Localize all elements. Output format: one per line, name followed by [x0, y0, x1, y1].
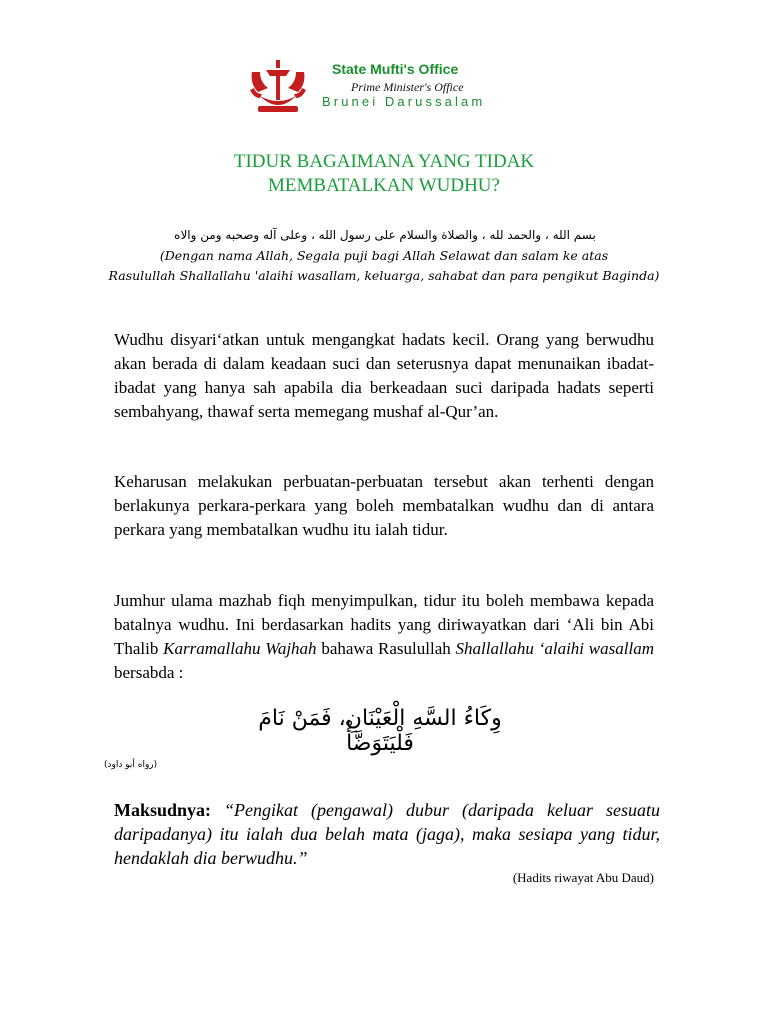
paragraph-3-text-e: bersabda : — [114, 663, 184, 682]
hadith-arabic: وِكَاءُ السَّهِ الْعَيْنَانِ، فَمَنْ نَامَ فَلْيَتَوَضَّأْ — [258, 706, 502, 756]
paragraph-3-text-a: Jumhur ulama mazhab fiqh menyimpulkan, tidur itu boleh membawa kepada batalnya wudhu. Ini berdasarkan hadits yang diriwayatkan dari ‘Ali bin Abi Thalib — [114, 591, 654, 658]
paragraph-1: Wudhu disyari‘atkan untuk mengangkat hadats kecil. Orang yang berwudhu akan berada di dalam keadaan suci dan seterusnya dapat menunaikan ibadat-ibadat yang hanya sah apabila dia berkeadaan suci daripada hadats seperti sembahyang, thawaf serta memegang mushaf al-Qur’an. — [114, 330, 654, 421]
document-title — [0, 150, 768, 198]
title-line-1: TIDUR BAGAIMANA YANG TIDAK — [233, 151, 535, 172]
office-country: Brunei Darussalam — [322, 94, 486, 109]
office-subtitle: Prime Minister's Office — [351, 80, 464, 94]
shallallahu-phrase: Shallallahu ‘alaihi wasallam — [455, 639, 654, 658]
paragraph-3-text-c: bahawa Rasulullah — [316, 639, 456, 658]
opening-translation — [96, 246, 672, 286]
letterhead — [246, 58, 526, 114]
paragraph-2: Keharusan melakukan perbuatan-perbuatan tersebut akan terhenti dengan berlakunya perkara-perkara yang boleh membatalkan wudhu dan di antara perkara yang membatalkan wudhu itu ialah tidur. — [114, 472, 654, 539]
maksud-label: Maksudnya: — [114, 800, 212, 820]
title-line-2: MEMBATALKAN WUDHU? — [268, 175, 500, 196]
maksud-text: “Pengikat (pengawal) dubur (daripada keluar sesuatu daripadanya) itu ialah dua belah mata (jaga), maka sesiapa yang tidur, hendaklah dia berwudhu.” — [114, 800, 660, 868]
hadith-meaning — [114, 798, 660, 870]
translation-line-1: (Dengan nama Allah, Segala puji bagi Allah Selawat dan salam ke atas — [159, 248, 609, 263]
karramallahu-wajhah: Karramallahu Wajhah — [163, 639, 317, 658]
hadith-source: (Hadits riwayat Abu Daud) — [512, 870, 654, 885]
paragraph-3 — [114, 589, 654, 685]
narration-arabic: (رواه أبو داود) — [104, 760, 158, 770]
arabic-opening: بسم الله ، والحمد لله ، والصلاة والسلام على رسول الله ، وعلى آله وصحبه ومن والاه — [174, 228, 596, 242]
brunei-crest-icon — [246, 58, 310, 114]
office-name: State Mufti's Office — [332, 61, 459, 77]
translation-line-2: Rasulullah Shallallahu 'alaihi wasallam, keluarga, sahabat dan para pengikut Baginda) — [108, 268, 660, 283]
